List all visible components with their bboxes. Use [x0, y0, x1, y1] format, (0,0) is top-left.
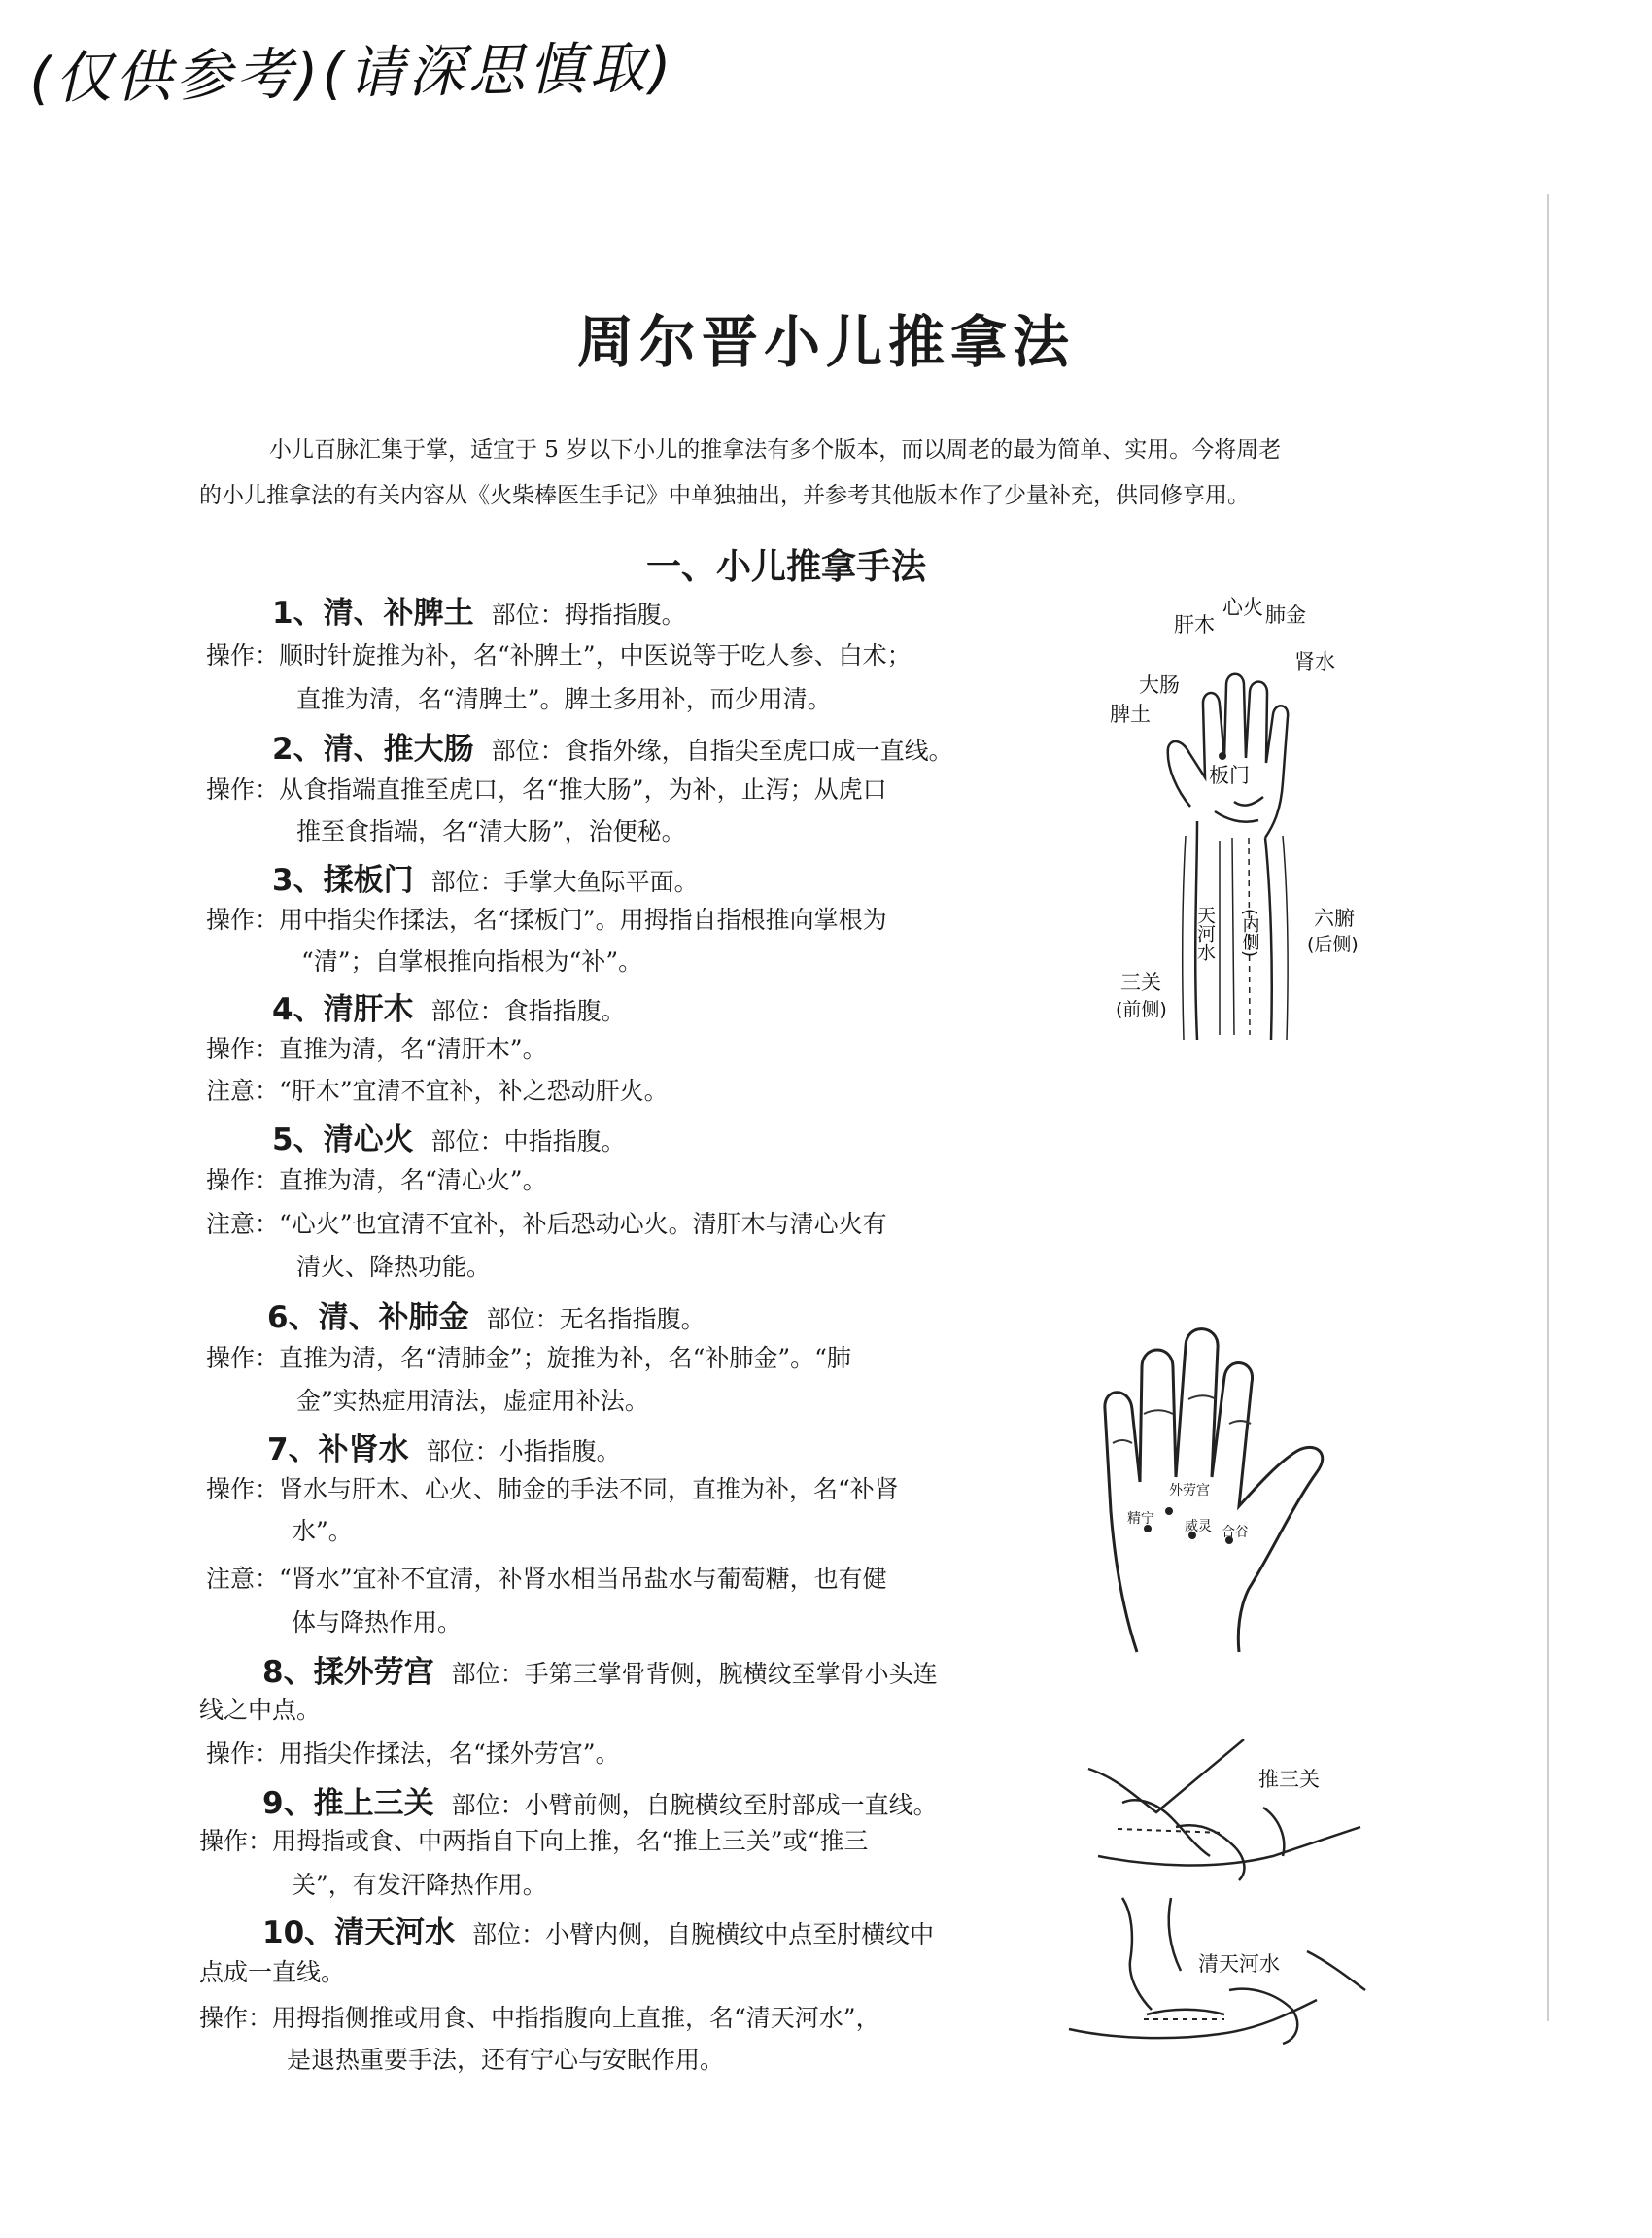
label-feijin: 肺金 — [1265, 603, 1306, 627]
item-7-position: 部位：小指指腹。 — [426, 1437, 621, 1465]
item-5-line-3: 清火、降热功能。 — [296, 1253, 492, 1281]
item-4-line-1: 操作：直推为清，名“清肝木”。 — [206, 1035, 547, 1063]
item-1-line-2: 直推为清，名“清脾土”。脾土多用补，而少用清。 — [296, 685, 832, 713]
item-10-name: 10、清天河水 — [262, 1915, 456, 1950]
label-qing-tianheshui: 清天河水 — [1198, 1952, 1280, 1976]
label-weiling: 威灵 — [1185, 1519, 1212, 1534]
item-4-line-2: 注意：“肝木”宜清不宜补，补之恐动肝火。 — [206, 1077, 669, 1105]
figure-hand-back — [1093, 1317, 1356, 1657]
item-8-line-2: 操作：用指尖作揉法，名“揉外劳宫”。 — [206, 1739, 620, 1768]
item-9-name: 9、推上三关 — [262, 1786, 434, 1821]
label-neice: (内侧) — [1239, 909, 1260, 958]
item-3-line-1: 操作：用中指尖作揉法，名“揉板门”。用拇指自指根推向掌根为 — [206, 906, 887, 934]
section-title: 一、小儿推拿手法 — [646, 547, 927, 587]
label-jingning: 精宁 — [1127, 1511, 1154, 1527]
label-qiance: (前侧) — [1116, 999, 1167, 1020]
item-1-line-1: 操作：顺时针旋推为补，名“补脾土”，中医说等于吃人参、白术； — [206, 641, 912, 670]
figure-qing-tianheshui — [1054, 1893, 1375, 2049]
item-8-title — [262, 1647, 938, 1691]
item-7-line-1: 操作：肾水与肝木、心火、肺金的手法不同，直推为补，名“补肾 — [206, 1475, 899, 1503]
item-2-title — [272, 724, 953, 768]
item-8-position: 部位：手第三掌骨背侧，腕横纹至掌骨小头连 — [451, 1660, 938, 1688]
intro-paragraph — [199, 428, 1394, 519]
item-7-line-4: 体与降热作用。 — [292, 1608, 463, 1636]
item-2-line-1: 操作：从食指端直推至虎口，名“推大肠”，为补，止泻；从虎口 — [206, 775, 887, 804]
item-6-line-1: 操作：直推为清，名“清肺金”；旋推为补，名“补肺金”。“肺 — [206, 1344, 851, 1372]
item-5-line-2: 注意：“心火”也宜清不宜补，补后恐动心火。清肝木与清心火有 — [206, 1210, 887, 1238]
label-xinhuo: 心火 — [1222, 596, 1263, 619]
item-4-position: 部位：食指指腹。 — [430, 997, 626, 1025]
page-title: 周尔晋小儿推拿法 — [576, 309, 1075, 375]
item-7-name: 7、补肾水 — [267, 1432, 409, 1467]
item-10-line-1: 点成一直线。 — [199, 1958, 346, 1986]
hand-back-outline — [1105, 1329, 1323, 1652]
item-7-line-2: 水”。 — [292, 1517, 353, 1545]
item-3-line-2: “清”；自掌根推向指根为“补”。 — [301, 947, 643, 976]
label-liufu: 六腑 — [1314, 907, 1355, 930]
figure-hand-forearm — [1088, 583, 1399, 1059]
item-6-position: 部位：无名指指腹。 — [486, 1305, 706, 1333]
item-3-position: 部位：手掌大鱼际平面。 — [430, 868, 699, 896]
label-ganmu: 肝木 — [1174, 613, 1215, 637]
item-2-position: 部位：食指外缘，自指尖至虎口成一直线。 — [491, 737, 953, 765]
label-shenshui: 肾水 — [1294, 650, 1335, 673]
item-1-name: 1、清、补脾土 — [272, 596, 474, 631]
intro-line-2: 的小儿推拿法的有关内容从《火柴棒医生手记》中单独抽出，并参考其他版本作了少量补充，供同修享用。 — [199, 483, 1250, 508]
label-houce: (后侧) — [1307, 934, 1359, 955]
item-7-line-3: 注意：“肾水”宜补不宜清，补肾水相当吊盐水与葡萄糖，也有健 — [206, 1565, 887, 1593]
item-7-title — [267, 1425, 621, 1468]
item-1-title — [272, 588, 686, 632]
figure-tui-sanguan — [1079, 1710, 1370, 1890]
handwritten-note: (仅供参考)(请深思慎取) — [28, 34, 676, 112]
item-10-line-2: 操作：用拇指侧推或用食、中指指腹向上直推，名“清天河水”， — [199, 2004, 880, 2032]
item-2-line-2: 推至食指端，名“清大肠”，治便秘。 — [296, 817, 686, 845]
item-6-name: 6、清、补肺金 — [267, 1300, 469, 1335]
item-8-name: 8、揉外劳宫 — [262, 1655, 434, 1690]
item-3-title — [272, 855, 699, 899]
label-wailaogong: 外劳宫 — [1169, 1483, 1210, 1498]
label-pitu: 脾土 — [1110, 703, 1151, 726]
item-5-name: 5、清心火 — [272, 1122, 414, 1157]
item-10-position: 部位：小臂内侧，自腕横纹中点至肘横纹中 — [472, 1920, 935, 1948]
item-4-name: 4、清肝木 — [272, 992, 414, 1027]
label-hegu: 合谷 — [1222, 1525, 1249, 1540]
scan-edge-line — [1547, 194, 1549, 2021]
item-10-title — [262, 1908, 934, 1951]
item-9-position: 部位：小臂前侧，自腕横纹至肘部成一直线。 — [451, 1791, 938, 1819]
item-6-title — [267, 1292, 706, 1336]
item-8-line-1: 线之中点。 — [199, 1696, 322, 1724]
item-5-position: 部位：中指指腹。 — [430, 1127, 626, 1155]
item-2-name: 2、清、推大肠 — [272, 732, 474, 767]
item-3-name: 3、揉板门 — [272, 863, 414, 898]
label-dachang: 大肠 — [1139, 673, 1180, 697]
item-5-title — [272, 1115, 626, 1158]
item-5-line-1: 操作：直推为清，名“清心火”。 — [206, 1166, 547, 1194]
label-tui-sanguan: 推三关 — [1258, 1768, 1320, 1791]
sanguan-drawing — [1088, 1739, 1360, 1880]
item-9-line-2: 关”，有发汗降热作用。 — [292, 1871, 547, 1899]
item-9-line-1: 操作：用拇指或食、中两指自下向上推，名“推上三关”或“推三 — [199, 1827, 869, 1855]
item-4-title — [272, 984, 626, 1028]
label-sanguan: 三关 — [1120, 971, 1161, 994]
item-9-title — [262, 1778, 938, 1822]
hand-outline — [1168, 674, 1288, 1040]
item-6-line-2: 金”实热症用清法，虚症用补法。 — [296, 1387, 649, 1415]
item-1-position: 部位：拇指指腹。 — [491, 601, 686, 629]
label-tianheshui: 天河水 — [1194, 906, 1216, 961]
intro-line-1: 小儿百脉汇集于掌，适宜于 5 岁以下小儿的推拿法有多个版本，而以周老的最为简单、实用。今将周老 — [269, 437, 1282, 463]
item-10-line-3: 是退热重要手法，还有宁心与安眠作用。 — [287, 2046, 725, 2074]
label-banmen: 板门 — [1209, 764, 1250, 787]
banmen-point — [1219, 752, 1226, 760]
